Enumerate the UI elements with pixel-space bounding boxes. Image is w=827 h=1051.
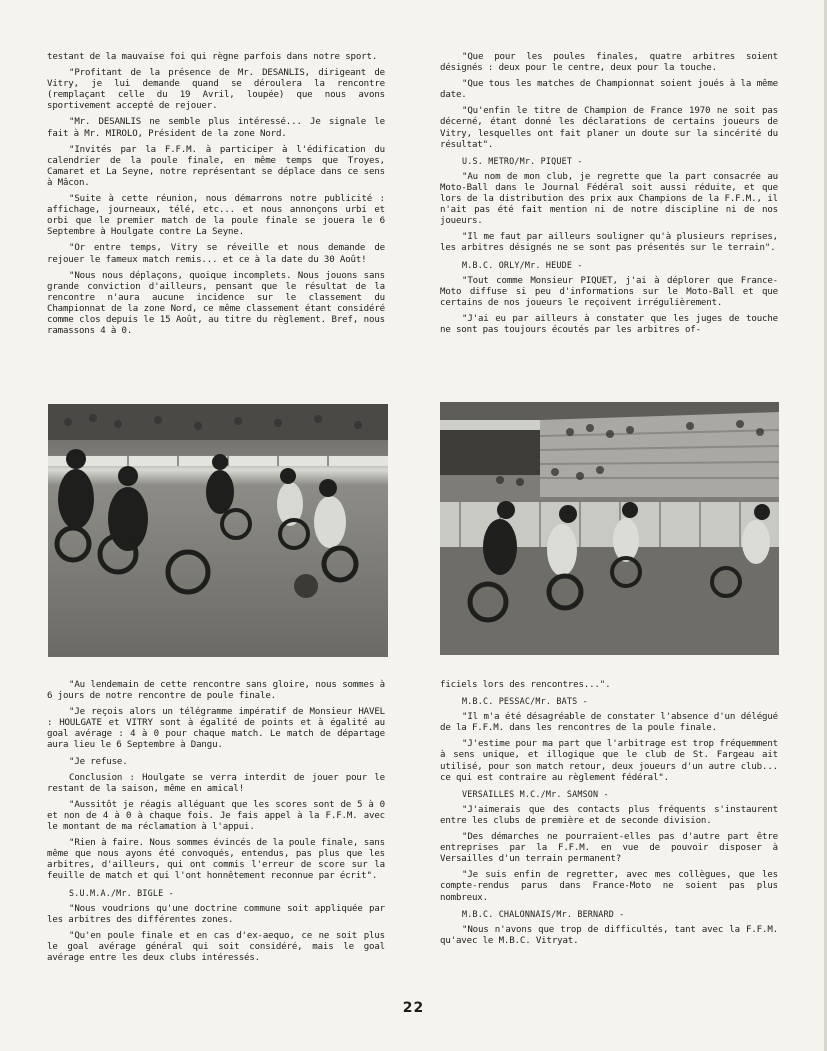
column-top-left [47,52,385,342]
paragraph: testant de la mauvaise foi qui règne parfois dans notre sport. [47,52,378,62]
paragraph: "Mr. DESANLIS ne semble plus intéressé... Je signale le fait à Mr. MIROLO, Président de la zone Nord. [47,117,385,139]
paragraph: ficiels lors des rencontres...". [440,680,611,690]
club-heading: U.S. METRO/Mr. PIQUET - [462,155,583,166]
paragraph: "Il me faut par ailleurs souligner qu'à plusieurs reprises, les arbitres désignés ne se sont pas présentés sur le terrain". [440,232,778,254]
paragraph: "Qu'enfin le titre de Champion de France 1970 ne soit pas décerné, étant donné les déclarations de certains joueurs de Vitry, lesquelles ont fait planer un doute sur la sincérité du résultat". [440,106,778,150]
club-heading: M.B.C. ORLY/Mr. HEUDE - [462,259,583,270]
paragraph: "Profitant de la présence de Mr. DESANLIS, dirigeant de Vitry, je lui demande quand se déroulera la rencontre (remplaçant celle du 19 Avril, loupée) que nous avons sportivement accepté de rejouer. [47,68,385,112]
paragraph: "Invités par la F.F.M. à participer à l'édification du calendrier de la poule finale, en même temps que Troyes, Camaret et La Seyne, notre représentant se déplace dans ce sens à Mâcon. [47,144,385,188]
column-top-right [440,52,778,341]
paragraph: "J'aimerais que des contacts plus fréquents s'instaurent entre les clubs de première et de seconde division. [440,804,778,826]
paragraph: "Que tous les matches de Championnat soient joués à la même date. [440,79,778,101]
paragraph: "Des démarches ne pourraient-elles pas d'autre part être entreprises par la F.F.M. en vue de pouvoir disposer à Versailles d'un terrain permanent? [440,832,778,865]
moto-ball-stadium-photo [440,402,779,655]
paragraph: "Tout comme Monsieur PIQUET, j'ai à déplorer que France-Moto diffuse si peu d'informations sur le Moto-Ball et que certains de nos joueurs le reçoivent irrégulièrement. [440,275,778,308]
paragraph: "Il m'a été désagréable de constater l'absence d'un délégué de la F.F.M. dans les rencontres de la poule finale. [440,712,778,734]
paragraph: "Je suis enfin de regretter, avec mes collègues, que les compte-rendus parus dans France-Moto ne soient pas plus nombreux. [440,870,778,903]
paragraph: "Au lendemain de cette rencontre sans gloire, nous sommes à 6 jours de notre rencontre de poule finale. [47,680,385,702]
paragraph: "Nous voudrions qu'une doctrine commune soit appliquée par les arbitres des différentes zones. [47,903,385,925]
paragraph: "Je refuse. [69,756,128,767]
paragraph: "Or entre temps, Vitry se réveille et nous demande de rejouer le fameux match remis... et ce à la date du 30 Août! [47,243,385,265]
column-bottom-left [47,680,385,969]
paragraph: "Qu'en poule finale et en cas d'ex-aequo, ce ne soit plus le goal avérage général qui soit considéré, mais le goal avérage entre les deux clubs intéressés. [47,930,385,963]
club-heading: S.U.M.A./Mr. BIGLE - [69,887,174,898]
paragraph: "Rien à faire. Nous sommes évincés de la poule finale, sans même que nous ayons été convoqués, entendus, pas plus que les arbitres, d'ailleurs, qui ont commis l'erreur de score sur la feuille de match et qui l'ont honnêtement reconnue par écrit". [47,838,385,882]
moto-ball-match-photo [48,404,388,657]
paragraph: "Nous n'avons que trop de difficultés, tant avec la F.F.M. qu'avec le M.B.C. Vitryat. [440,924,778,946]
paragraph: "J'estime pour ma part que l'arbitrage est trop fréquemment à sens unique, et illogique que le club de St. Fargeau ait utilisé, pour son match retour, deux joueurs d'un autre club... ce qui est contraire au règlement fédéral". [440,739,778,783]
page-number: 22 [402,1000,425,1016]
paragraph: "Aussitôt je réagis alléguant que les scores sont de 5 à 0 et non de 4 à 0 à chaque fois. Je fais appel à la F.F.M. avec le montant de ma réclamation à l'appui. [47,799,385,833]
paragraph: "J'ai eu par ailleurs à constater que les juges de touche ne sont pas toujours écoutés par les arbitres of- [440,313,778,335]
paragraph: "Je reçois alors un télégramme impératif de Monsieur HAVEL : HOULGATE et VITRY sont à égalité de points et à égalité au goal avérage : 4 à 0 pour chaque match. Le match de départage aura lieu le 6 Septembre à Dangu. [47,707,385,751]
paragraph: "Suite à cette réunion, nous démarrons notre publicité : affichage, journeaux, télé, etc... et nous annonçons urbi et orbi que le premier match de la poule finale se jouera le 6 Septembre à Houlgate contre La Seyne. [47,194,385,238]
paragraph: Conclusion : Houlgate se verra interdit de jouer pour le restant de la saison, même en amical! [47,772,385,794]
club-heading: M.B.C. PESSAC/Mr. BATS - [462,696,588,707]
paragraph: "Que pour les poules finales, quatre arbitres soient désignés : deux pour le centre, deux pour la touche. [440,52,778,74]
club-heading: VERSAILLES M.C./Mr. SAMSON - [462,788,609,799]
paragraph: "Au nom de mon club, je regrette que la part consacrée au Moto-Ball dans le Journal Fédéral soit aussi réduite, et que lors de la distribution des prix aux Champions de la F.F.M., il n'ait pas été fait mention ni de notre discipline ni de nos joueurs. [440,171,778,227]
column-bottom-right [440,680,778,952]
club-heading: M.B.C. CHALONNAIS/Mr. BERNARD - [462,908,625,919]
paragraph: "Nous nous déplaçons, quoique incomplets. Nous jouons sans grande conviction d'ailleurs, pensant que le résultat de la rencontre n'aura aucune incidence sur le classement du Championnat de la zone Nord, ce même classement étant considéré comme clos depuis le 15 Août, au titre du règlement. Bref, nous ramassons 4 à 0. [47,270,385,337]
